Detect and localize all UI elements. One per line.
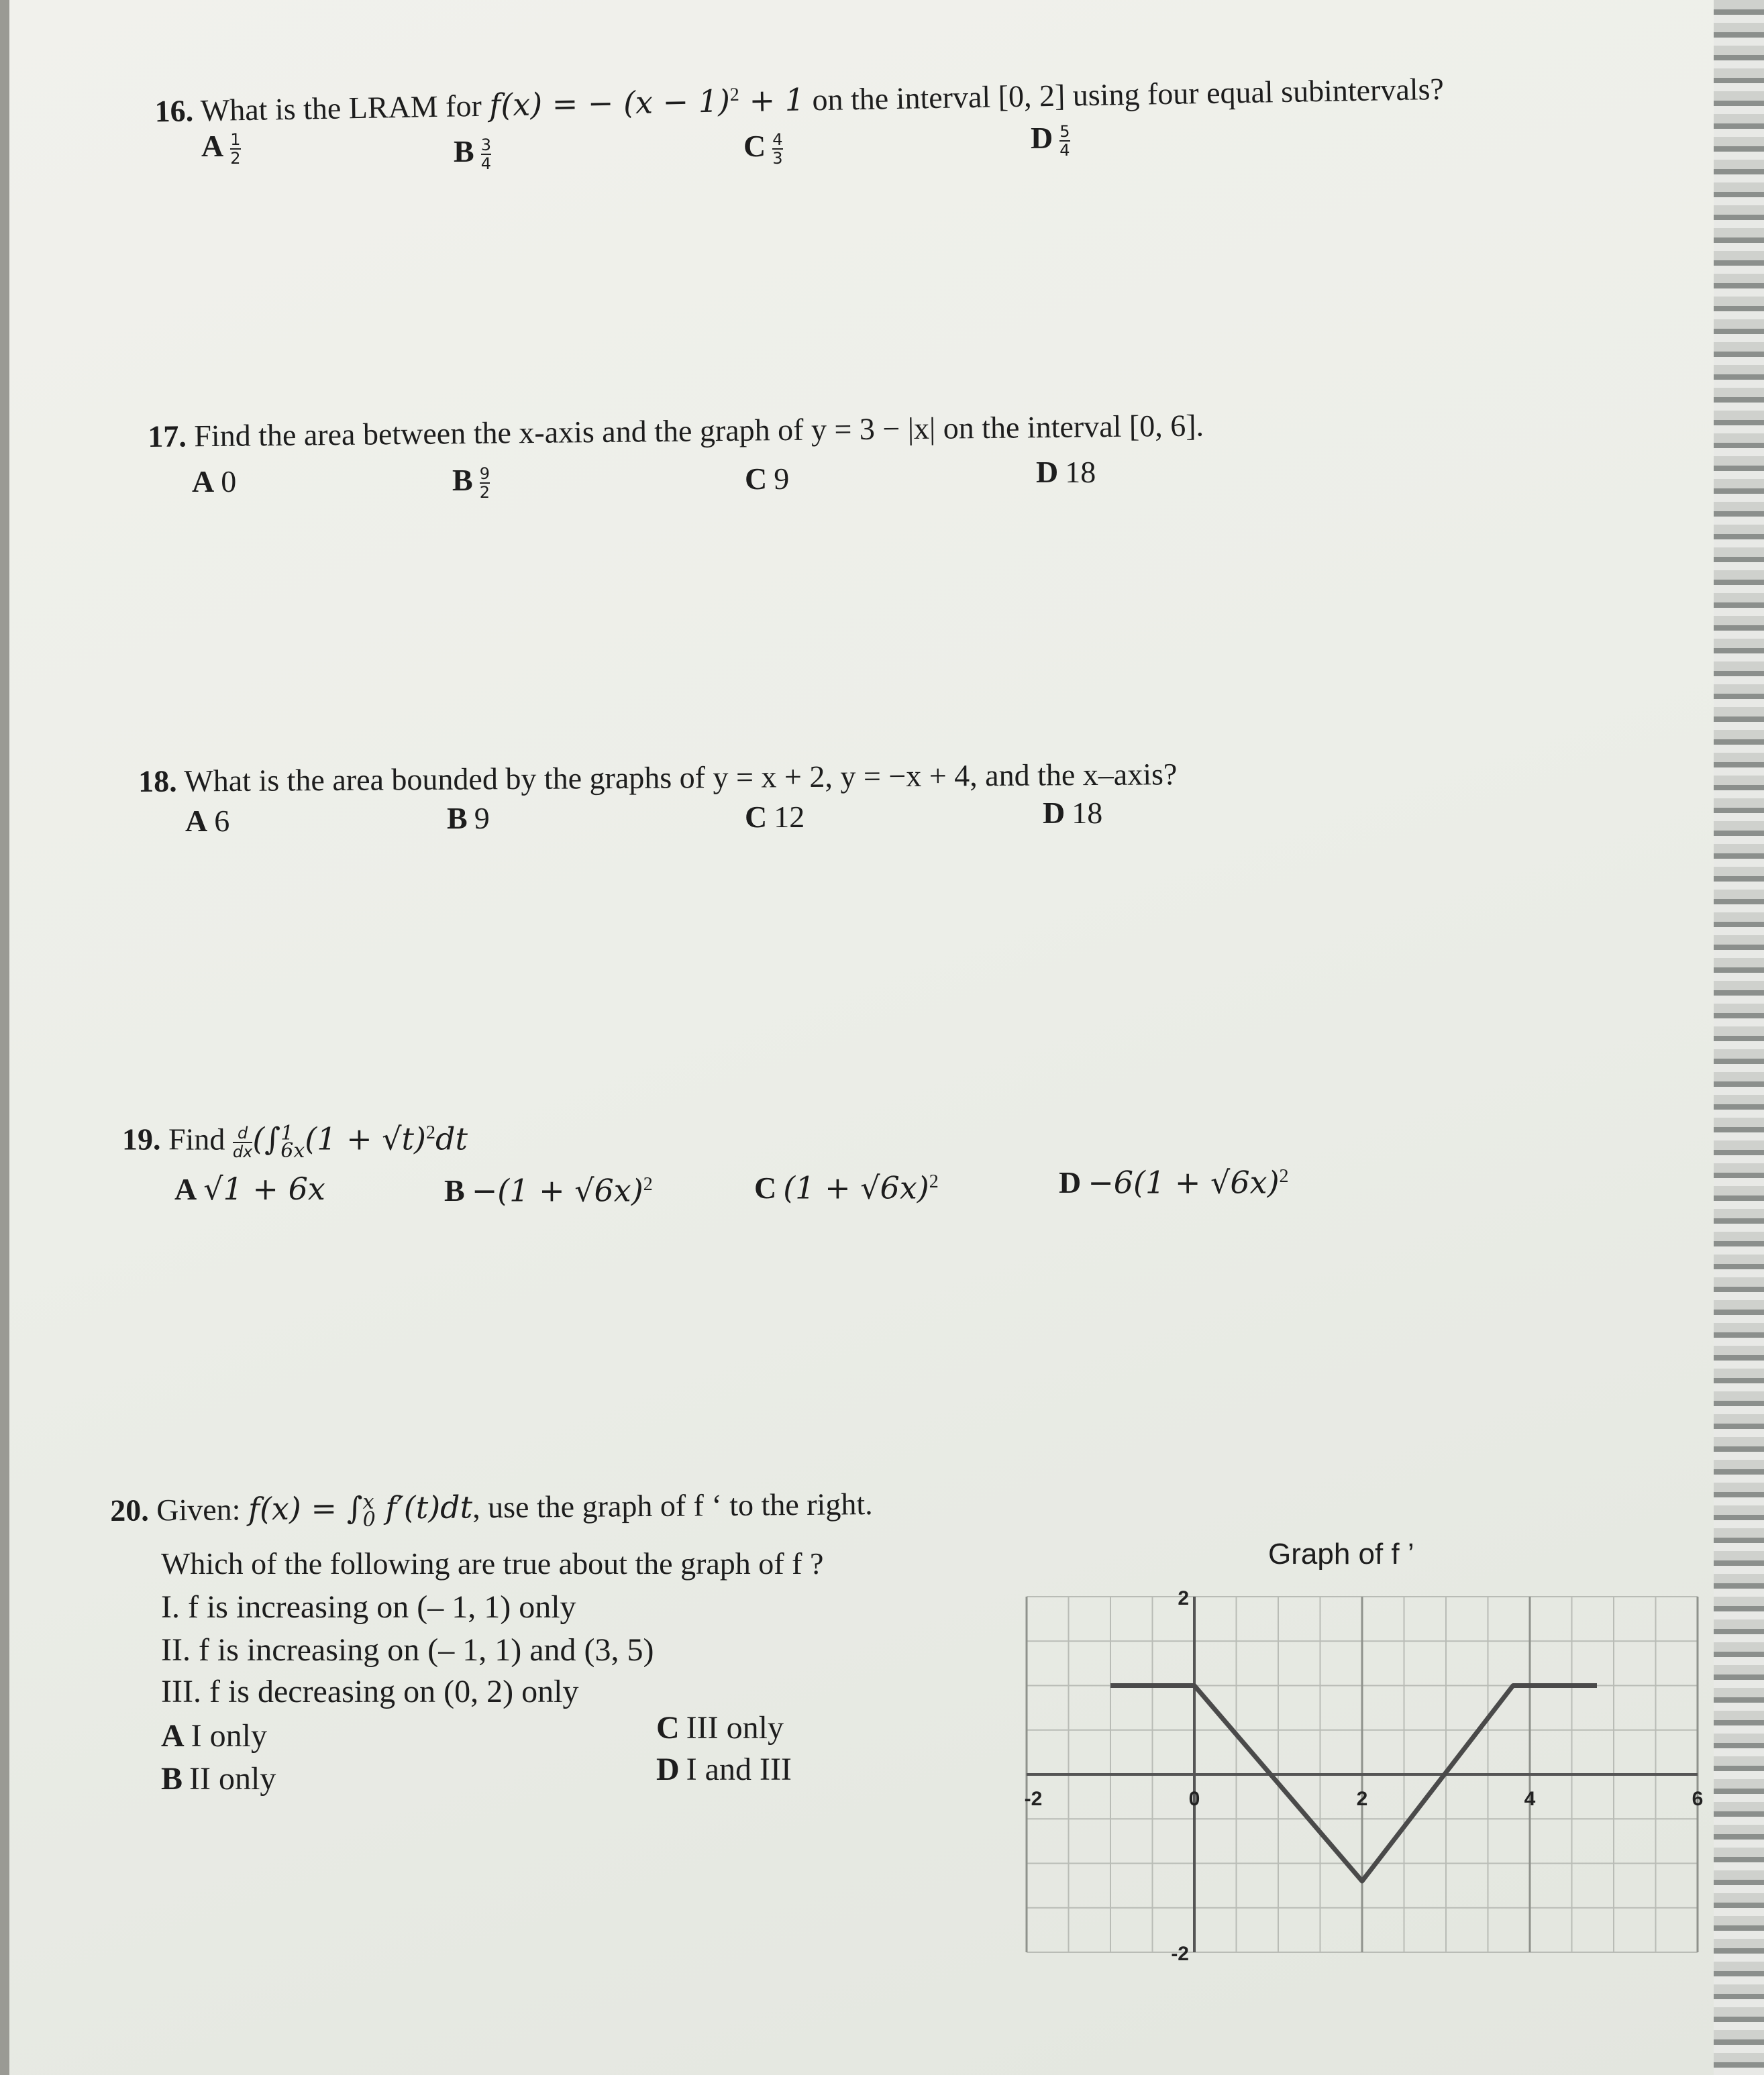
x-tick-label: -2	[1024, 1788, 1043, 1810]
choice-b[interactable]: B $\frac{9}{2}$	[452, 463, 490, 502]
interval: [0, 2]	[998, 78, 1066, 114]
choice-c[interactable]: C $\frac{4}{3}$	[743, 129, 783, 168]
choice-c[interactable]: C 12	[745, 800, 805, 834]
choice-c[interactable]: C $(1 + √6x)^2$	[754, 1169, 939, 1206]
choice-b[interactable]: $B -(1 + √6x)^2$	[444, 1172, 653, 1209]
choice-a[interactable]: A 6	[185, 804, 230, 838]
x-tick-label: 2	[1356, 1788, 1368, 1810]
question-number: 18.	[138, 763, 177, 798]
choice-d[interactable]: D I and III	[656, 1752, 792, 1787]
y-tick-label: -2	[1171, 1943, 1189, 1965]
choice-b[interactable]: B 9	[447, 801, 490, 835]
y-tick-label: 2	[1178, 1590, 1189, 1609]
question-number: 17.	[148, 419, 187, 454]
question-18	[138, 755, 1178, 801]
x-tick-label: 6	[1692, 1788, 1704, 1810]
question-19: 19. Find $\frac{d}{dx}$ (∫ 1 6x $(1 + √t)^2dt$	[122, 1120, 468, 1163]
question-20-line2: Which of the following are true about the graph of f ?	[161, 1546, 824, 1581]
choice-d[interactable]: D 18	[1036, 455, 1096, 489]
question-number: 19.	[122, 1122, 161, 1157]
x-tick-label: 0	[1188, 1788, 1200, 1810]
integral-sign: (∫	[252, 1120, 281, 1157]
question-17	[148, 407, 1204, 456]
derivative-line	[1110, 1686, 1597, 1882]
background-edge	[1710, 0, 1764, 2075]
choice-c[interactable]: C III only	[656, 1710, 784, 1746]
choice-b[interactable]: B II only	[161, 1761, 276, 1797]
graph-title: Graph of f ’	[1268, 1538, 1414, 1571]
question-text: What is the LRAM for	[200, 88, 490, 128]
derivative-operator: $\frac{d}{dx}$	[232, 1123, 253, 1161]
statement-ii: II. f is increasing on (– 1, 1) and (3, 5)	[161, 1632, 654, 1668]
question-16: 16. What is the LRAM for f(x) = − $(x - 1)^2 + 1$ on the interval [0, 2] using four equal subintervals?	[154, 71, 1445, 129]
function-expression: f(x) = − (x − 1)	[488, 83, 731, 123]
question-text: Find the area between the x-axis and the graph of y = 3 − |x| on the interval [0, 6].	[194, 408, 1204, 454]
choice-c[interactable]: C 9	[745, 462, 790, 496]
statement-i: I. f is increasing on (– 1, 1) only	[161, 1589, 576, 1625]
x-tick-label: 4	[1524, 1788, 1536, 1810]
choice-b[interactable]: B $\frac{3}{4}$	[454, 134, 491, 174]
question-text: What is the area bounded by the graphs of y = x + 2, y = −x + 4, and the x–axis?	[184, 757, 1178, 798]
choice-d[interactable]: D 18	[1043, 796, 1103, 830]
choice-a[interactable]: A $\frac{1}{2}$	[201, 129, 241, 168]
question-number: 20.	[110, 1493, 149, 1528]
statement-iii: III. f is decreasing on (0, 2) only	[161, 1674, 579, 1709]
derivative-graph	[1006, 1590, 1711, 1966]
graph-svg	[1006, 1590, 1711, 1966]
choice-a[interactable]: A 0	[192, 464, 237, 498]
choice-a[interactable]: A √1 + 6x	[174, 1171, 325, 1207]
choice-a[interactable]: A I only	[161, 1718, 267, 1754]
choice-d[interactable]: $D -6(1 + √6x)^2$	[1059, 1164, 1289, 1201]
question-number: 16.	[154, 93, 194, 129]
question-20: 20. Given: f(x) = ∫ x 0 f′(t)dt, use the graph of f ‘ to the right.	[110, 1487, 873, 1532]
integrand: (1 + √t)	[305, 1120, 426, 1157]
choice-d[interactable]: D $\frac{5}{4}$	[1031, 121, 1070, 160]
